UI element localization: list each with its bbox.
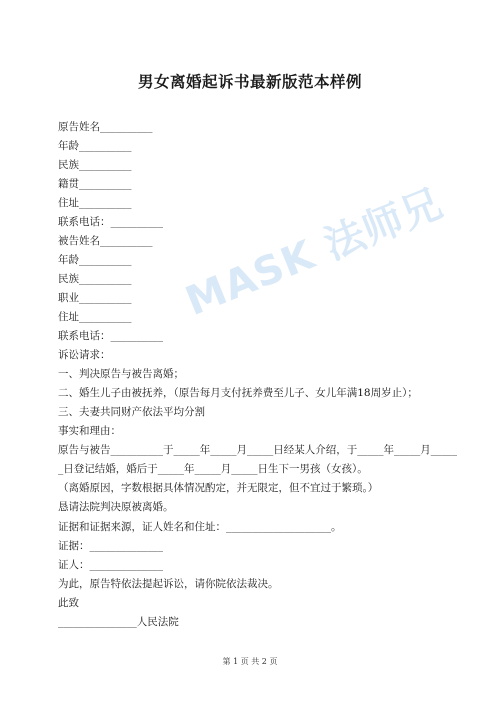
closing-line: 为此，原告特依法提起诉讼，请你院依法裁决。 <box>58 578 279 590</box>
page-title: 男女离婚起诉书最新版范本样例 <box>137 73 362 91</box>
plaintiff-phone-line: 联系电话：__________ <box>58 216 163 228</box>
defendant-name-line: 被告姓名__________ <box>58 235 153 247</box>
defendant-ethnicity-line: 民族__________ <box>58 273 132 285</box>
defendant-occupation-line: 职业__________ <box>58 292 132 304</box>
defendant-age-line: 年龄__________ <box>58 254 132 266</box>
claim-1: 一、判决原告与被告离婚； <box>58 368 184 380</box>
facts-heading: 事实和理由： <box>58 425 121 437</box>
facts-line-1: 原告与被告__________于_____年_____月_____日经某人介绍，于_____年_____月_____ <box>58 444 457 456</box>
facts-note: （离婚原因，字数根据具体情况酌定，并无限定，但不宜过于繁琐。） <box>58 482 379 494</box>
watermark: MASK 法师兄 <box>179 180 450 325</box>
plaintiff-age-line: 年龄__________ <box>58 140 132 152</box>
plaintiff-address-line: 住址__________ <box>58 197 132 209</box>
salutation-line: 此致 <box>58 597 79 609</box>
plaintiff-ethnicity-line: 民族__________ <box>58 159 132 171</box>
claim-2: 二、婚生儿子由被抚养，（原告每月支付抚养费至儿子、女儿年满18周岁止）； <box>58 387 418 399</box>
defendant-phone-line: 联系电话：__________ <box>58 330 163 342</box>
evidence-source-line: 证据和证据来源，证人姓名和住址：____________________。 <box>58 521 342 533</box>
claim-3: 三、夫妻共同财产依法平均分割 <box>58 406 205 418</box>
defendant-address-line: 住址__________ <box>58 311 132 323</box>
claims-heading: 诉讼请求： <box>58 349 111 361</box>
facts-line-2: _日登记结婚，婚后于_____年_____月_____日生下一男孩（女孩）。 <box>58 463 368 475</box>
evidence-line: 证据：______________ <box>58 540 163 552</box>
page-footer: 第 1 页 共 2 页 <box>222 657 278 666</box>
witness-line: 证人：______________ <box>58 559 163 571</box>
court-line: _______________人民法院 <box>58 616 179 628</box>
plaintiff-name-line: 原告姓名__________ <box>58 121 153 133</box>
plaintiff-origin-line: 籍贯__________ <box>58 178 132 190</box>
request-line: 恳请法院判决原被离婚。 <box>58 501 174 513</box>
